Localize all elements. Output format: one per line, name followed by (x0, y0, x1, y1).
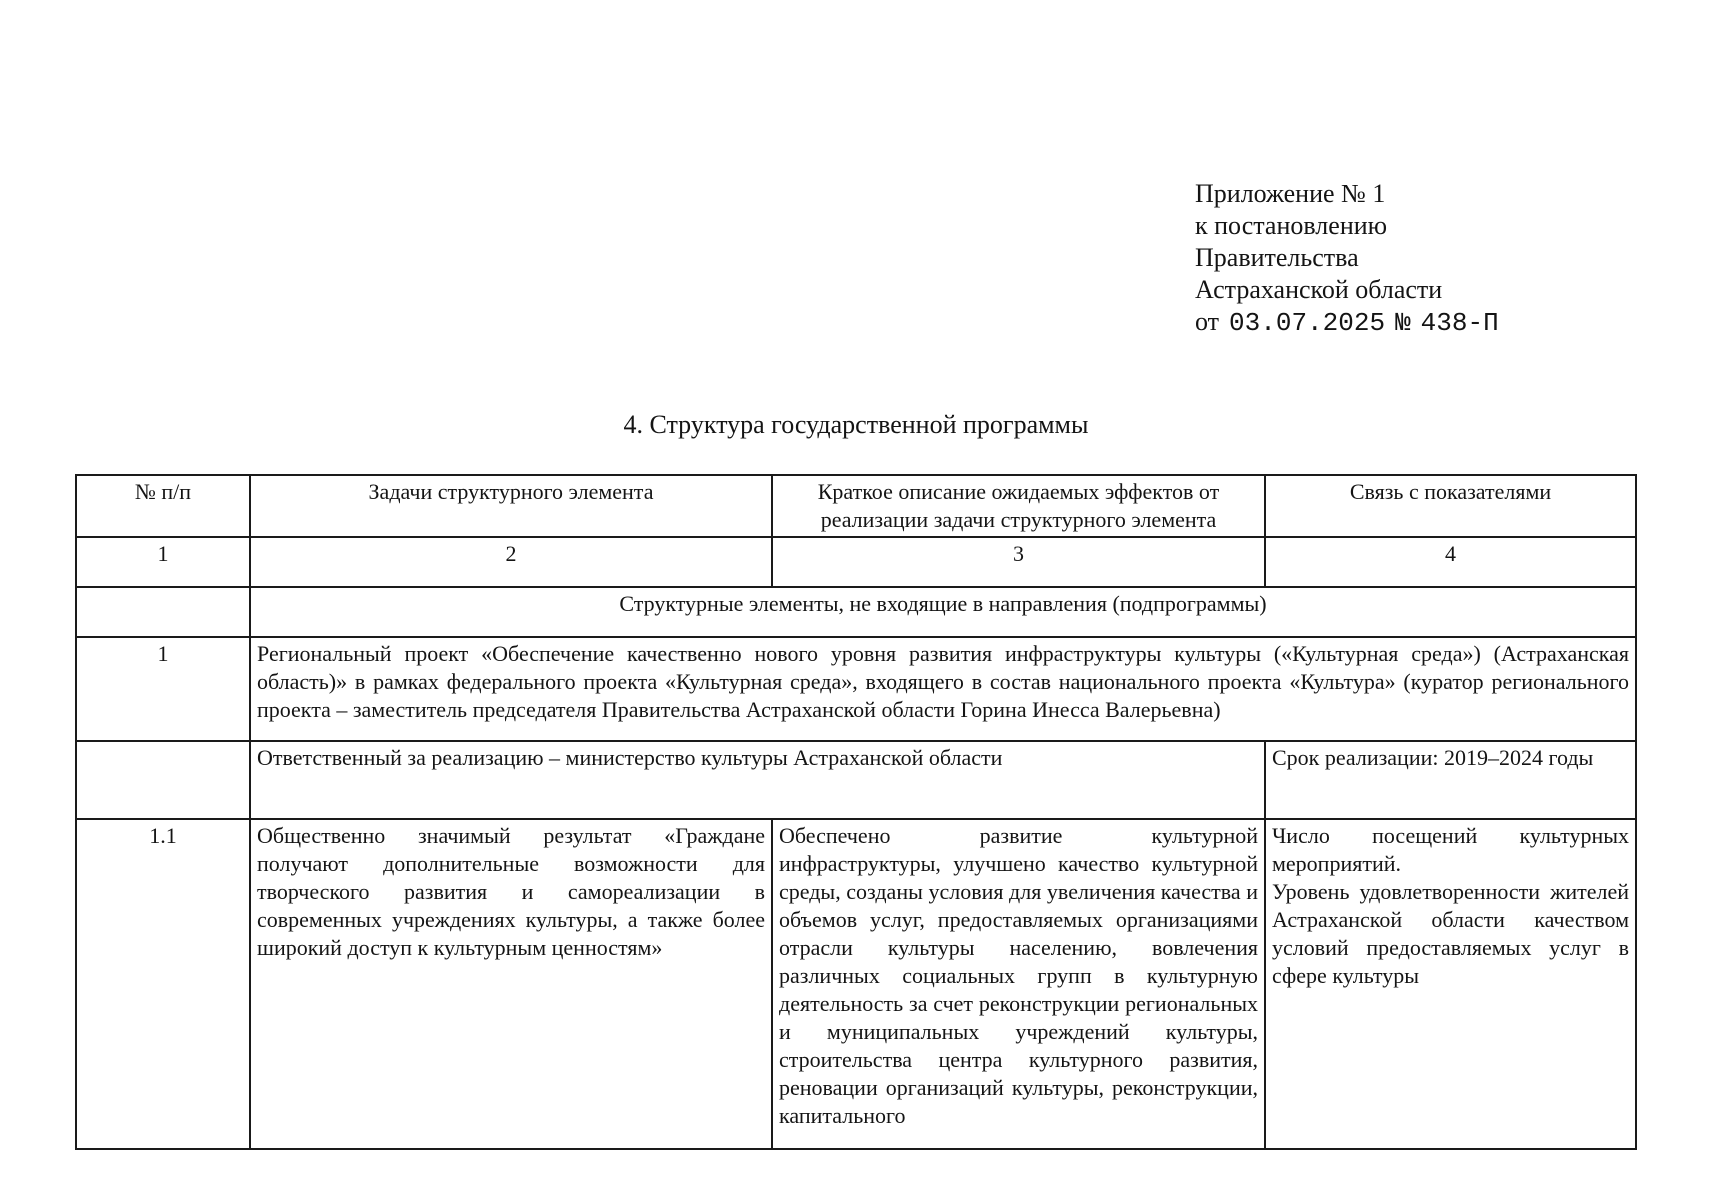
section-row (76, 587, 1636, 637)
term-text: Срок реализации: 2019–2024 годы (1265, 741, 1636, 819)
header-cell-effects: Краткое описание ожидаемых эффектов от реализации задачи структурного элемента (772, 475, 1265, 537)
resolution-date: 03.07.2025 (1229, 308, 1386, 338)
annex-line-1: Приложение № 1 (1195, 179, 1386, 208)
header-row (76, 475, 1636, 537)
structure-table (75, 474, 1637, 1150)
header-cell-indicators: Связь с показателями (1265, 475, 1636, 537)
number-sign: № (1395, 308, 1411, 338)
project-row-text: Региональный проект «Обеспечение качественно нового уровня развития инфраструктуры культуры («Культурная среда») (Астраханская область)» в рамках федерального проекта «Культурная среда», входящего в состав национального проекта «Культура» (куратор регионального проекта – заместитель председателя Правительства Астраханской области Горина Инесса Валерьевна) (250, 637, 1636, 741)
annex-block (1195, 178, 1499, 339)
header-cell-num: № п/п (76, 475, 250, 537)
table-row (76, 819, 1636, 1149)
section-row-text: Структурные элементы, не входящие в направления (подпрограммы) (250, 587, 1636, 637)
header-cell-tasks: Задачи структурного элемента (250, 475, 772, 537)
row-1-1-num: 1.1 (76, 819, 250, 1149)
row-1-1-task: Общественно значимый результат «Граждане получают дополнительные возможности для творческого развития и самореализации в современных учреждениях культуры, а также более широкий доступ к культурным ценностям» (250, 819, 772, 1149)
row-1-1-indicators (1265, 819, 1636, 1149)
section-row-num-cell (76, 587, 250, 637)
column-number-cell: 4 (1265, 537, 1636, 587)
annex-date-line (1195, 306, 1499, 339)
annex-line-2: к постановлению (1195, 211, 1388, 240)
responsible-text: Ответственный за реализацию – министерство культуры Астраханской области (250, 741, 1265, 819)
project-row (76, 637, 1636, 741)
responsible-row (76, 741, 1636, 819)
section-title: 4. Структура государственной программы (623, 410, 1089, 439)
indicator-visits: Число посещений культурных мероприятий. (1272, 823, 1629, 876)
column-number-cell: 3 (772, 537, 1265, 587)
project-row-num: 1 (76, 637, 250, 741)
date-prefix: от (1195, 307, 1220, 336)
column-number-row (76, 537, 1636, 587)
annex-line-3: Правительства (1195, 243, 1359, 272)
annex-line-4: Астраханской области (1195, 275, 1443, 304)
resolution-number: 438-П (1420, 308, 1499, 338)
responsible-row-num-cell (76, 741, 250, 819)
column-number-cell: 1 (76, 537, 250, 587)
indicator-satisfaction: Уровень удовлетворенности жителей Астраханской области качеством условий предоставляемых услуг в сфере культуры (1272, 879, 1629, 988)
column-number-cell: 2 (250, 537, 772, 587)
row-1-1-effects: Обеспечено развитие культурной инфраструктуры, улучшено качество культурной среды, созданы условия для увеличения качества и объемов услуг, предоставляемых организациями отрасли культуры населению, вовлечения различных социальных групп в культурную деятельность за счет реконструкции региональных и муниципальных учреждений культуры, строительства центра культурного развития, реновации организаций культуры, реконструкции, капитального (772, 819, 1265, 1149)
